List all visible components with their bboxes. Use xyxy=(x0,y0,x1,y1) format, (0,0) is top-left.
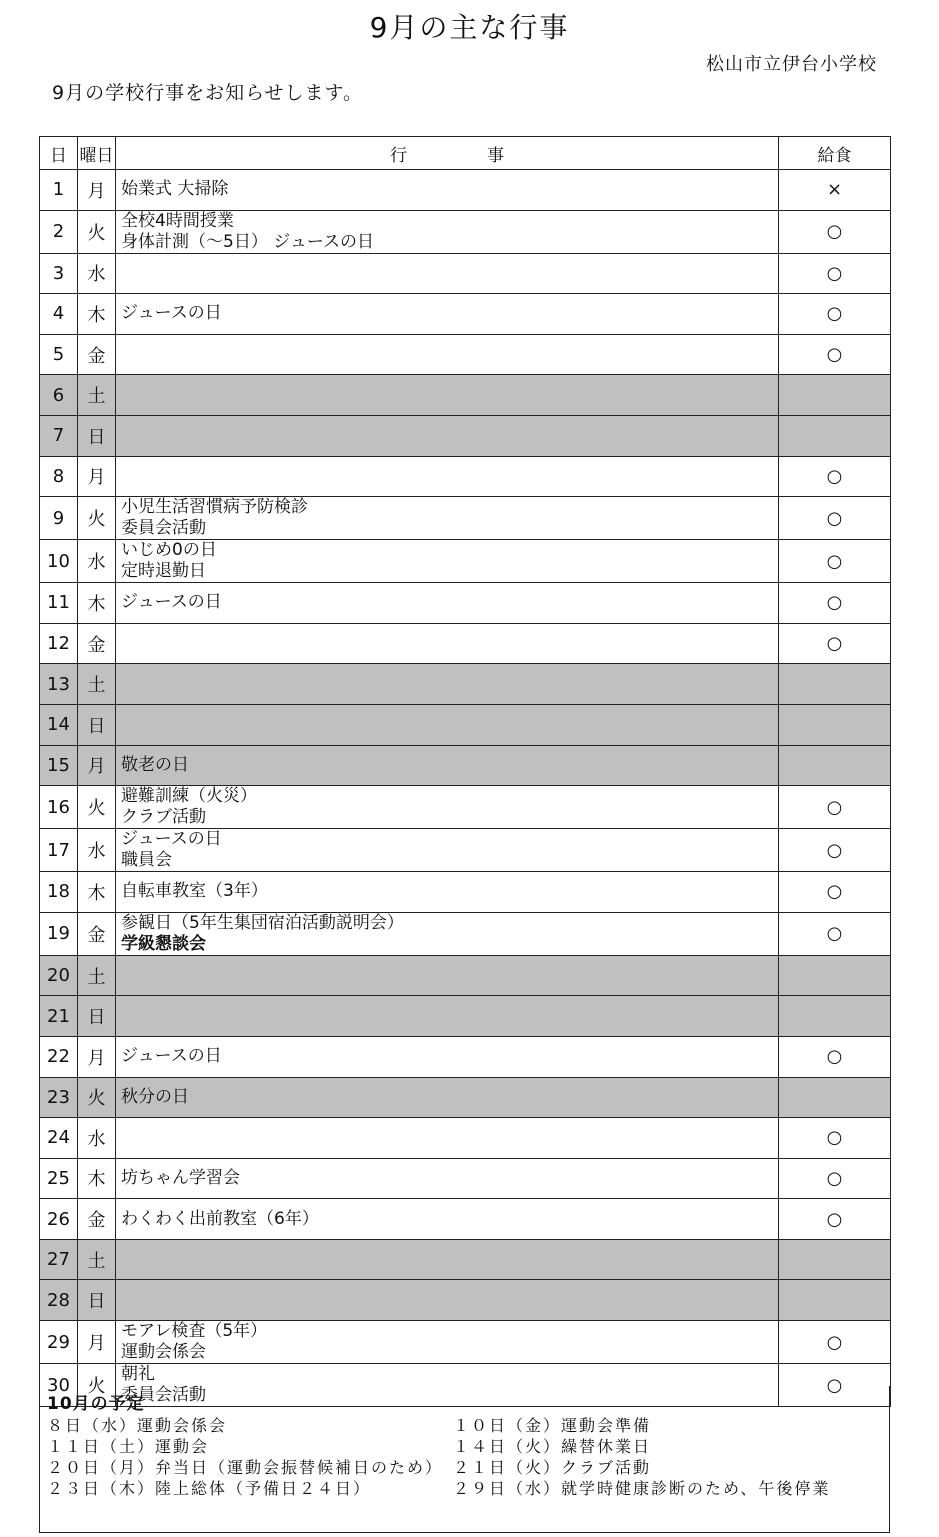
day-cell: 2 xyxy=(40,210,78,253)
table-row xyxy=(40,1158,891,1199)
table-row xyxy=(40,375,891,416)
header-lunch: 給食 xyxy=(779,137,891,170)
lunch-cell: ○ xyxy=(779,1199,891,1240)
table-row xyxy=(40,1280,891,1321)
table-row xyxy=(40,664,891,705)
october-plan-item: ２０日（月）弁当日（運動会振替候補日のため） xyxy=(47,1458,444,1477)
day-cell: 8 xyxy=(40,456,78,497)
events-cell xyxy=(116,745,779,786)
table-row xyxy=(40,912,891,955)
day-cell: 10 xyxy=(40,540,78,583)
lunch-cell: ○ xyxy=(779,1036,891,1077)
event-text: 委員会活動 xyxy=(121,1385,206,1406)
event-text: 職員会 xyxy=(121,850,172,871)
october-plan-item: ２９日（水）就学時健康診断のため、午後停業 xyxy=(453,1479,831,1498)
day-cell: 1 xyxy=(40,170,78,211)
events-cell xyxy=(116,1077,779,1118)
schedule-table xyxy=(39,136,891,1407)
table-row xyxy=(40,704,891,745)
events-cell xyxy=(116,1158,779,1199)
day-cell: 4 xyxy=(40,294,78,335)
day-cell: 11 xyxy=(40,583,78,624)
header-events: 行事 xyxy=(116,137,779,170)
table-row xyxy=(40,955,891,996)
events-cell xyxy=(116,1321,779,1364)
lunch-cell: × xyxy=(779,170,891,211)
events-cell xyxy=(116,623,779,664)
october-plan-item: １４日（火）繰替休業日 xyxy=(453,1437,652,1456)
day-cell: 28 xyxy=(40,1280,78,1321)
events-cell xyxy=(116,375,779,416)
weekday-cell: 日 xyxy=(78,415,116,456)
school-name: 松山市立伊台小学校 xyxy=(706,54,877,75)
weekday-cell: 火 xyxy=(78,786,116,829)
day-cell: 29 xyxy=(40,1321,78,1364)
day-cell: 24 xyxy=(40,1118,78,1159)
table-row xyxy=(40,829,891,872)
events-cell xyxy=(116,415,779,456)
weekday-cell: 水 xyxy=(78,253,116,294)
day-cell: 14 xyxy=(40,704,78,745)
events-cell xyxy=(116,996,779,1037)
events-cell xyxy=(116,1199,779,1240)
table-row xyxy=(40,253,891,294)
table-row xyxy=(40,623,891,664)
table-row xyxy=(40,872,891,913)
lunch-cell: ○ xyxy=(779,1158,891,1199)
october-plans xyxy=(39,1386,890,1533)
events-cell xyxy=(116,1280,779,1321)
events-cell xyxy=(116,829,779,872)
lunch-cell: ○ xyxy=(779,294,891,335)
lunch-cell xyxy=(779,955,891,996)
weekday-cell: 日 xyxy=(78,1280,116,1321)
weekday-cell: 火 xyxy=(78,1364,116,1407)
lunch-cell: ○ xyxy=(779,253,891,294)
lunch-cell xyxy=(779,996,891,1037)
lunch-cell xyxy=(779,745,891,786)
day-cell: 6 xyxy=(40,375,78,416)
table-row xyxy=(40,210,891,253)
weekday-cell: 土 xyxy=(78,375,116,416)
event-text: ジュースの日 xyxy=(121,829,222,850)
day-cell: 20 xyxy=(40,955,78,996)
lunch-cell xyxy=(779,415,891,456)
weekday-cell: 木 xyxy=(78,583,116,624)
october-plan-item: ８日（水）運動会係会 xyxy=(47,1416,228,1435)
event-text: ジュースの日 xyxy=(121,303,222,324)
october-plan-item: １０日（金）運動会準備 xyxy=(453,1416,652,1435)
events-cell xyxy=(116,583,779,624)
weekday-cell: 木 xyxy=(78,1158,116,1199)
weekday-cell: 木 xyxy=(78,872,116,913)
events-cell xyxy=(116,540,779,583)
weekday-cell: 金 xyxy=(78,1199,116,1240)
weekday-cell: 土 xyxy=(78,1239,116,1280)
weekday-cell: 水 xyxy=(78,829,116,872)
lunch-cell xyxy=(779,375,891,416)
lunch-cell: ○ xyxy=(779,497,891,540)
weekday-cell: 日 xyxy=(78,996,116,1037)
day-cell: 22 xyxy=(40,1036,78,1077)
table-row xyxy=(40,583,891,624)
event-text: 学級懇談会 xyxy=(121,933,206,954)
event-text: 避難訓練（火災） xyxy=(121,786,257,807)
lunch-cell xyxy=(779,1239,891,1280)
table-header-row xyxy=(40,137,891,170)
weekday-cell: 土 xyxy=(78,955,116,996)
weekday-cell: 火 xyxy=(78,497,116,540)
table-row xyxy=(40,786,891,829)
lunch-cell xyxy=(779,704,891,745)
table-row xyxy=(40,1118,891,1159)
day-cell: 23 xyxy=(40,1077,78,1118)
day-cell: 7 xyxy=(40,415,78,456)
events-cell xyxy=(116,334,779,375)
events-cell xyxy=(116,955,779,996)
event-text: わくわく出前教室（6年） xyxy=(121,1208,319,1229)
table-row xyxy=(40,1321,891,1364)
weekday-cell: 日 xyxy=(78,704,116,745)
day-cell: 16 xyxy=(40,786,78,829)
events-cell xyxy=(116,704,779,745)
events-cell xyxy=(116,170,779,211)
event-text: 始業式 大掃除 xyxy=(121,179,229,200)
lunch-cell xyxy=(779,1280,891,1321)
header-day: 日 xyxy=(40,137,78,170)
day-cell: 3 xyxy=(40,253,78,294)
weekday-cell: 月 xyxy=(78,1321,116,1364)
day-cell: 19 xyxy=(40,912,78,955)
events-cell xyxy=(116,456,779,497)
table-row xyxy=(40,745,891,786)
weekday-cell: 月 xyxy=(78,1036,116,1077)
lunch-cell xyxy=(779,664,891,705)
day-cell: 27 xyxy=(40,1239,78,1280)
lunch-cell: ○ xyxy=(779,872,891,913)
weekday-cell: 木 xyxy=(78,294,116,335)
event-text: 定時退勤日 xyxy=(121,561,206,582)
table-row xyxy=(40,1077,891,1118)
weekday-cell: 火 xyxy=(78,1077,116,1118)
lunch-cell: ○ xyxy=(779,1364,891,1407)
events-cell xyxy=(116,872,779,913)
event-text: 身体計測（～5日） ジュースの日 xyxy=(121,231,375,252)
event-text: 敬老の日 xyxy=(121,754,189,775)
weekday-cell: 金 xyxy=(78,912,116,955)
weekday-cell: 土 xyxy=(78,664,116,705)
event-text: ジュースの日 xyxy=(121,1046,222,1067)
day-cell: 5 xyxy=(40,334,78,375)
event-text: 小児生活習慣病予防検診 xyxy=(121,497,308,518)
events-cell xyxy=(116,786,779,829)
events-cell xyxy=(116,294,779,335)
table-row xyxy=(40,1199,891,1240)
event-text: 委員会活動 xyxy=(121,518,206,539)
table-row xyxy=(40,334,891,375)
day-cell: 25 xyxy=(40,1158,78,1199)
table-row xyxy=(40,415,891,456)
weekday-cell: 火 xyxy=(78,210,116,253)
lunch-cell: ○ xyxy=(779,456,891,497)
october-plan-item: １１日（土）運動会 xyxy=(47,1437,210,1456)
day-cell: 15 xyxy=(40,745,78,786)
day-cell: 12 xyxy=(40,623,78,664)
weekday-cell: 月 xyxy=(78,170,116,211)
lunch-cell: ○ xyxy=(779,540,891,583)
lunch-cell: ○ xyxy=(779,1118,891,1159)
table-row xyxy=(40,996,891,1037)
event-text: 参観日（5年生集団宿泊活動説明会） xyxy=(121,912,404,933)
weekday-cell: 月 xyxy=(78,456,116,497)
table-row xyxy=(40,540,891,583)
day-cell: 21 xyxy=(40,996,78,1037)
events-cell xyxy=(116,253,779,294)
events-cell xyxy=(116,210,779,253)
schedule-body xyxy=(40,170,891,1407)
events-cell xyxy=(116,1239,779,1280)
events-cell xyxy=(116,912,779,955)
day-cell: 26 xyxy=(40,1199,78,1240)
lunch-cell xyxy=(779,1077,891,1118)
day-cell: 17 xyxy=(40,829,78,872)
weekday-cell: 水 xyxy=(78,540,116,583)
table-row xyxy=(40,170,891,211)
october-plan-item: ２１日（火）クラブ活動 xyxy=(453,1458,652,1477)
lunch-cell: ○ xyxy=(779,786,891,829)
table-row xyxy=(40,1239,891,1280)
weekday-cell: 水 xyxy=(78,1118,116,1159)
event-text: いじめ0の日 xyxy=(121,540,217,561)
day-cell: 30 xyxy=(40,1364,78,1407)
event-text: 秋分の日 xyxy=(121,1086,189,1107)
lunch-cell: ○ xyxy=(779,1321,891,1364)
weekday-cell: 金 xyxy=(78,334,116,375)
weekday-cell: 金 xyxy=(78,623,116,664)
october-plan-item: ２３日（木）陸上総体（予備日２４日） xyxy=(47,1479,372,1498)
event-text: 運動会係会 xyxy=(121,1342,206,1363)
event-text: 朝礼 xyxy=(121,1364,155,1385)
table-row xyxy=(40,294,891,335)
lunch-cell: ○ xyxy=(779,334,891,375)
day-cell: 18 xyxy=(40,872,78,913)
event-text: 坊ちゃん学習会 xyxy=(121,1167,240,1188)
day-cell: 13 xyxy=(40,664,78,705)
day-cell: 9 xyxy=(40,497,78,540)
event-text: クラブ活動 xyxy=(121,807,206,828)
header-weekday: 曜日 xyxy=(78,137,116,170)
lunch-cell: ○ xyxy=(779,829,891,872)
event-text: 自転車教室（3年） xyxy=(121,881,268,902)
event-text: 全校4時間授業 xyxy=(121,210,234,231)
event-text: モアレ検査（5年） xyxy=(121,1321,268,1342)
table-row xyxy=(40,497,891,540)
event-text: ジュースの日 xyxy=(121,592,222,613)
page-title: 9月の主な行事 xyxy=(369,11,570,44)
lunch-cell: ○ xyxy=(779,210,891,253)
events-cell xyxy=(116,1118,779,1159)
october-title: 10月の予定 xyxy=(47,1394,145,1414)
lunch-cell: ○ xyxy=(779,583,891,624)
lunch-cell: ○ xyxy=(779,623,891,664)
events-cell xyxy=(116,497,779,540)
table-row xyxy=(40,1036,891,1077)
table-row xyxy=(40,456,891,497)
events-cell xyxy=(116,1036,779,1077)
events-cell xyxy=(116,664,779,705)
intro-text: 9月の学校行事をお知らせします。 xyxy=(52,82,363,104)
weekday-cell: 月 xyxy=(78,745,116,786)
lunch-cell: ○ xyxy=(779,912,891,955)
